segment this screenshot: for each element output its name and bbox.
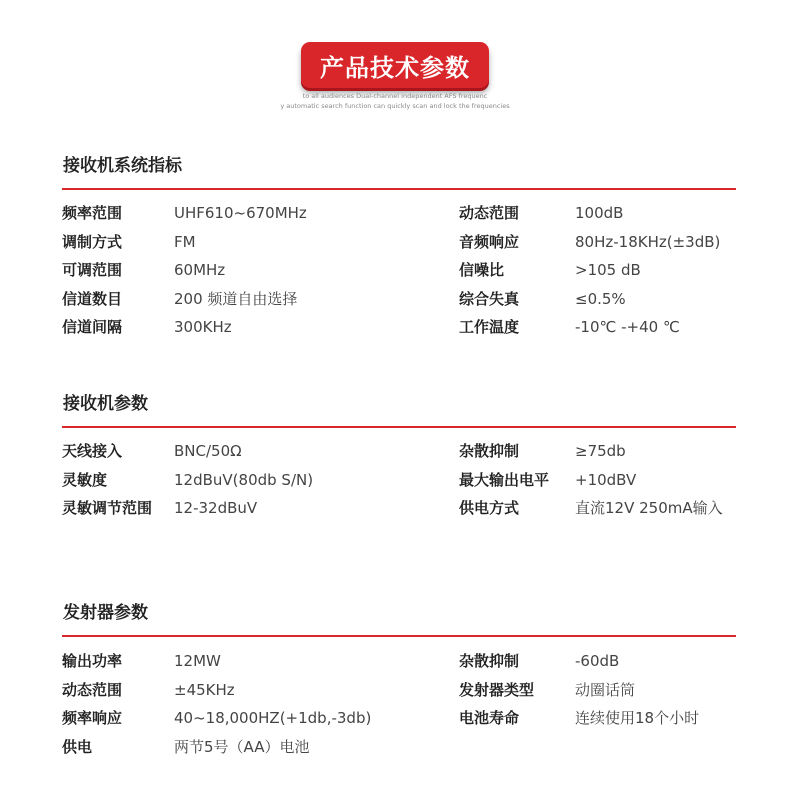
spec-row [62,733,736,761]
subtitle-line-1: to all audiences Dual-channel independent AFS frequenc [302,92,488,100]
spec-label: 调制方式 [62,232,123,251]
spec-value: ±45KHz [174,680,235,699]
spec-label: 发射器类型 [459,680,535,699]
section-divider [62,426,736,428]
spec-value: 80Hz-18KHz(±3dB) [575,232,721,251]
spec-value: BNC/50Ω [174,442,242,460]
spec-value: -60dB [575,652,620,670]
spec-row [62,647,736,675]
spec-label: 动态范围 [459,204,520,222]
spec-label: 灵敏调节范围 [62,499,153,517]
spec-row [62,494,736,522]
section-title: 接收机系统指标 [63,156,182,176]
spec-label: 可调范围 [62,261,123,279]
spec-row [62,285,736,313]
spec-value: 12-32dBuV [174,499,258,517]
spec-row [62,199,736,227]
spec-row [62,704,736,732]
spec-value: -10℃ -+40 ℃ [575,318,680,336]
spec-value: 直流12V 250mA输入 [575,499,723,517]
spec-row [62,437,736,465]
spec-label: 电池寿命 [459,709,520,727]
spec-label: 综合失真 [459,289,520,308]
spec-value: 连续使用18个小时 [575,709,700,727]
spec-value: 12dBuV(80db S/N) [174,470,314,489]
section-title: 发射器参数 [63,603,148,623]
spec-value: ≥75db [575,442,626,460]
spec-label: 频率范围 [62,204,123,222]
spec-value: +10dBV [575,470,637,489]
spec-value: ≤0.5% [575,289,626,308]
spec-label: 频率响应 [62,709,123,727]
spec-label: 供电 [62,737,93,756]
spec-value: 300KHz [174,318,232,336]
spec-label: 信道数目 [62,289,123,308]
section-transmitter-params [62,602,736,782]
section-receiver-system [62,155,736,345]
spec-row [62,466,736,494]
section-title: 接收机参数 [63,394,148,414]
spec-row [62,313,736,341]
spec-value: UHF610~670MHz [174,204,307,222]
spec-label: 天线接入 [62,442,123,460]
header [0,0,790,120]
section-receiver-params [62,393,736,533]
subtitle-line-2: y automatic search function can quickly scan and lock the frequencies [280,102,510,110]
spec-label: 工作温度 [459,318,520,336]
spec-label: 输出功率 [62,652,123,670]
page-title-badge [301,42,489,88]
spec-value: FM [174,232,196,251]
spec-row [62,676,736,704]
spec-value: 100dB [575,204,624,222]
spec-label: 动态范围 [62,680,123,699]
spec-value: 动圈话筒 [575,680,636,699]
spec-label: 杂散抑制 [459,652,520,670]
page-title: 产品技术参数 [320,53,470,82]
spec-label: 供电方式 [459,499,520,517]
spec-value: 两节5号（AA）电池 [174,737,310,756]
spec-label: 信道间隔 [62,318,123,336]
spec-value: 12MW [174,652,221,670]
section-divider [62,188,736,190]
spec-value: 200 频道自由选择 [174,289,298,308]
spec-row [62,256,736,284]
spec-label: 灵敏度 [62,470,108,489]
spec-label: 信噪比 [459,261,505,279]
spec-value: 60MHz [174,261,226,279]
spec-value: 40~18,000HZ(+1db,-3db) [174,709,372,727]
spec-label: 最大输出电平 [459,470,550,489]
section-divider [62,635,736,637]
spec-label: 杂散抑制 [459,442,520,460]
spec-label: 音频响应 [459,232,520,251]
spec-value: >105 dB [575,261,641,279]
spec-row [62,228,736,256]
